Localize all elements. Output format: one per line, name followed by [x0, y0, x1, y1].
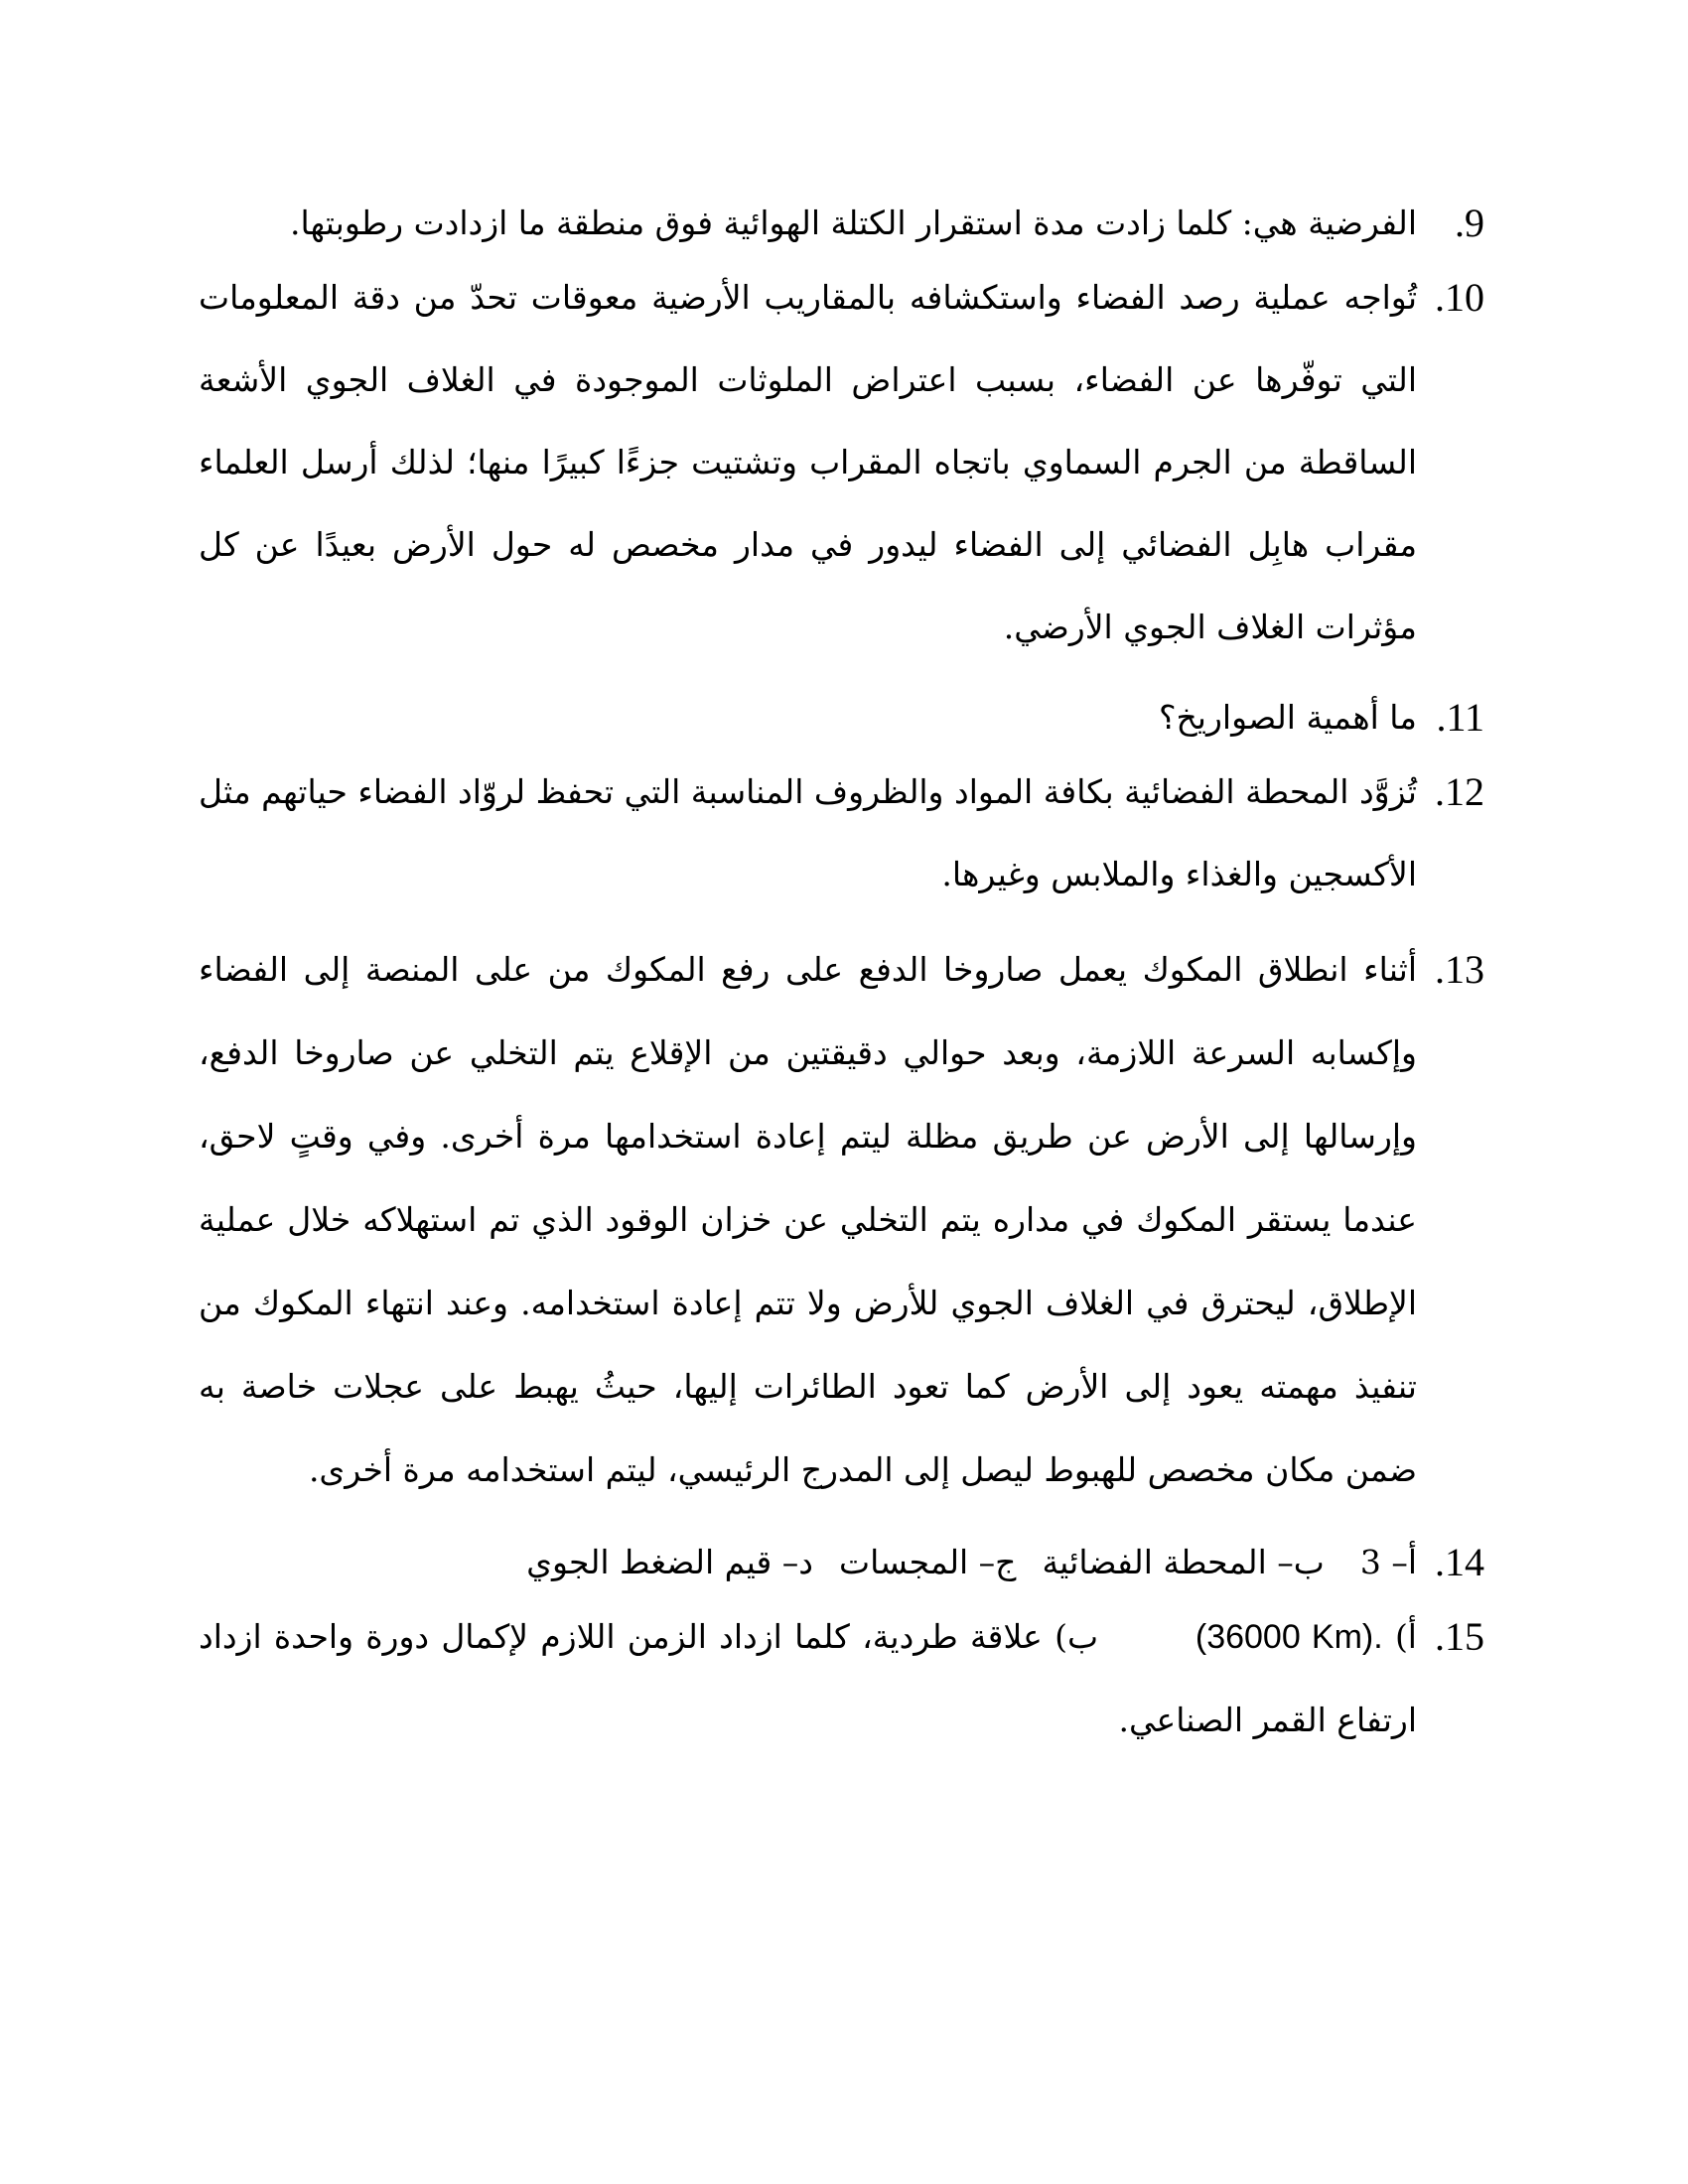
item-number: 12.	[1435, 769, 1484, 814]
item-number: 11.	[1436, 695, 1484, 740]
part-b-text: ب) علاقة طردية، كلما ازداد الزمن اللازم لإكمال دورة واحدة ازداد ارتفاع القمر الصناعي.	[199, 1617, 1417, 1739]
answer-item-12	[199, 769, 1484, 915]
option-c: ج– المجسات	[839, 1543, 1017, 1581]
option-b: ب– المحطة الفضائية	[1042, 1543, 1325, 1581]
item-options	[199, 1543, 1417, 1582]
answer-item-11	[199, 695, 1484, 740]
answer-item-13	[199, 947, 1484, 1512]
item-text: أثناء انطلاق المكوك يعمل صاروخا الدفع على رفع المكوك من على المنصة إلى الفضاء وإكسابه السرعة اللازمة، وبعد حوالي دقيقتين من الإقلاع يتم التخلي عن صاروخا الدفع، وإرسالها إلى الأرض عن طريق مظلة ليتم إعادة استخدامها مرة أخرى. وفي وقتٍ لاحق، عندما يستقر المكوك في مداره يتم التخلي عن خزان الوقود الذي تم استهلاكه خلال عملية الإطلاق، ليحترق في الغلاف الجوي للأرض ولا تتم إعادة استخدامه. وعند انتهاء المكوك من تنفيذ مهمته يعود إلى الأرض كما تعود الطائرات إليها، حيثُ يهبط على عجلات خاصة به ضمن مكان مخصص للهبوط ليصل إلى المدرج الرئيسي، ليتم استخدامه مرة أخرى.	[199, 950, 1417, 1489]
part-a-label: أ)	[1394, 1617, 1417, 1656]
option-a: أ– 3	[1359, 1543, 1417, 1581]
item-text: تُواجه عملية رصد الفضاء واستكشافه بالمقاريب الأرضية معوقات تحدّ من دقة المعلومات التي توفّرها عن الفضاء، بسبب اعتراض الملوثات الموجودة في الغلاف الجوي الأشعة الساقطة من الجرم السماوي باتجاه المقراب وتشتيت جزءًا كبيرًا منها؛ لذلك أرسل العلماء مقراب هابِل الفضائي إلى الفضاء ليدور في مدار مخصص له حول الأرض بعيدًا عن كل مؤثرات الغلاف الجوي الأرضي.	[199, 278, 1417, 646]
item-number: 14.	[1435, 1540, 1484, 1584]
answer-item-10	[199, 275, 1484, 668]
option-d: د– قيم الضغط الجوي	[526, 1543, 814, 1581]
item-text: ما أهمية الصواريخ؟	[1158, 698, 1417, 737]
answer-list	[199, 201, 1484, 1796]
item-number: 10.	[1435, 275, 1484, 320]
item-text: تُزوَّد المحطة الفضائية بكافة المواد والظروف المناسبة التي تحفظ لروّاد الفضاء حياتهم مثل الأكسجين والغذاء والملابس وغيرها.	[199, 772, 1417, 893]
answer-item-14	[199, 1540, 1484, 1584]
item-text: الفرضية هي: كلما زادت مدة استقرار الكتلة الهوائية فوق منطقة ما ازدادت رطوبتها.	[289, 204, 1417, 242]
item-number: 15.	[1435, 1614, 1484, 1659]
item-text	[199, 1595, 1417, 1761]
answer-item-9	[199, 201, 1484, 245]
part-a-value: (36000 Km).	[1195, 1618, 1383, 1656]
answer-item-15	[199, 1614, 1484, 1761]
item-number: 9.	[1455, 201, 1484, 245]
item-number: 13.	[1435, 947, 1484, 992]
